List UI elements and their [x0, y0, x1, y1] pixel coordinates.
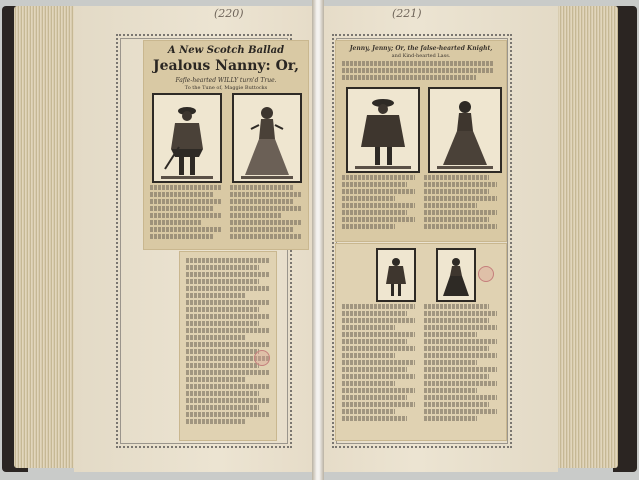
ballad-title: Jealous Nanny: Or,: [152, 58, 300, 74]
woodcut-man: [152, 93, 222, 183]
knight-figure-icon: [351, 93, 415, 171]
page-number: (220): [214, 7, 244, 20]
woodcut-small-woman: [436, 248, 476, 302]
ballad-sheet-top: [336, 41, 506, 241]
ballad-intro-text: [342, 61, 500, 83]
man-figure-icon: [157, 99, 217, 181]
ballad-text-col-1: [150, 185, 224, 245]
book-gutter: [312, 0, 324, 480]
ballad-text-col-1: [342, 304, 418, 434]
ballad-sheet-bottom: [180, 252, 276, 440]
ballad-text-col-1: [342, 175, 418, 237]
ballad-tune: To the Tune of, Maggie Buttocks: [184, 85, 268, 91]
woodcut-lady: [428, 87, 502, 173]
ballad-subtitle: Fafle-hearted WILLY turn'd True.: [175, 77, 277, 84]
woman-figure-icon: [237, 99, 297, 181]
ballad-text-col-2: [424, 304, 500, 434]
small-man-figure-icon: [380, 254, 412, 300]
ballad-text-col-2: [230, 185, 304, 245]
page-edges-right: [556, 6, 618, 468]
ballad-sheet-top: [144, 41, 308, 249]
page-number: (221): [392, 7, 422, 20]
woodcut-small-man: [376, 248, 416, 302]
ballad-header-2: and Kind-hearted Lass.: [391, 53, 451, 59]
left-page: [74, 6, 314, 472]
right-page: [322, 6, 558, 472]
ballad-text-col-2: [424, 175, 500, 237]
lady-figure-icon: [433, 93, 497, 171]
ballad-header: Jenny, Jenny; Or, the false-hearted Knight,: [349, 45, 493, 52]
woodcut-woman: [232, 93, 302, 183]
small-woman-figure-icon: [440, 254, 472, 300]
page-edges-left: [14, 6, 76, 468]
ballad-text-continued: [186, 258, 272, 436]
library-stamp: [254, 350, 270, 366]
ballad-sheet-bottom: [336, 244, 506, 440]
woodcut-knight: [346, 87, 420, 173]
library-stamp: [478, 266, 494, 282]
ballad-heading: A New Scotch Ballad: [167, 45, 285, 56]
